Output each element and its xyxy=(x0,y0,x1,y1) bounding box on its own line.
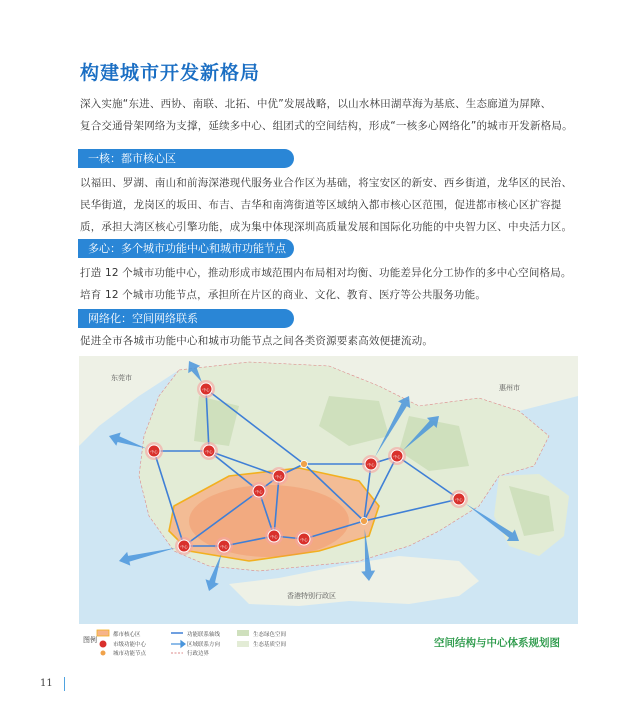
page-title: 构建城市开发新格局 xyxy=(80,62,261,84)
function-center xyxy=(175,537,193,555)
center-label: 中心 xyxy=(202,388,210,392)
legend-arrow: 区域联系方向 xyxy=(187,642,221,648)
section-heading-network: 网络化：空间网络联系 xyxy=(78,309,294,328)
function-center xyxy=(270,467,288,485)
label-dongguan: 东莞市 xyxy=(111,374,132,382)
legend-center: 市级功能中心 xyxy=(113,642,147,648)
body-line: 以福田、罗湖、南山和前海深港现代服务业合作区为基础，将宝安区的新安、西乡街道，龙华区的民治、 xyxy=(80,177,573,189)
center-label: 中心 xyxy=(275,475,283,479)
body-line: 打造 12 个城市功能中心，推动形成市域范围内布局相对均衡、功能差异化分工协作的多中心空间格局。 xyxy=(80,267,572,279)
planning-map xyxy=(79,356,578,656)
function-center xyxy=(197,380,215,398)
legend-swatch-eco-green xyxy=(237,630,249,636)
intro-paragraph xyxy=(80,93,580,137)
intro-line: 深入实施“东进、西协、南联、北拓、中优”发展战略，以山水林田湖草海为基底、生态廊道为屏障、 xyxy=(80,98,552,110)
center-label: 中心 xyxy=(150,450,158,454)
legend-boundary: 行政边界 xyxy=(187,651,210,656)
legend-heading: 图例 xyxy=(83,636,97,644)
section-heading-centers: 多心：多个城市功能中心和城市功能节点 xyxy=(78,239,294,258)
function-center xyxy=(450,490,468,508)
map-caption: 空间结构与中心体系规划图 xyxy=(434,637,560,649)
section-body-core xyxy=(80,172,580,238)
label-hongkong: 香港特别行政区 xyxy=(287,592,336,600)
section-body-network xyxy=(80,330,580,352)
center-label: 中心 xyxy=(455,498,463,502)
function-node xyxy=(361,518,368,525)
center-label: 中心 xyxy=(367,463,375,467)
legend-swatch-core xyxy=(97,630,109,636)
legend-eco-base: 生态基质空间 xyxy=(253,642,287,648)
function-center xyxy=(388,447,406,465)
intro-line: 复合交通骨架网络为支撑，延续多中心、组团式的空间结构，形成“一核多心网络化”的城市开发新格局。 xyxy=(80,120,573,132)
function-center xyxy=(145,442,163,460)
body-line: 民华街道，龙岗区的坂田、布吉、吉华和南湾街道等区域纳入都市核心区范围，促进都市核心区扩容提 xyxy=(80,199,562,211)
label-huizhou: 惠州市 xyxy=(499,384,520,392)
function-center xyxy=(215,537,233,555)
body-line: 质，承担大湾区核心引擎功能，成为集中体现深圳高质量发展和国际化功能的中央智力区、中央活力区。 xyxy=(80,221,573,233)
function-center xyxy=(295,530,313,548)
center-label: 中心 xyxy=(220,545,228,549)
section-heading-core: 一核：都市核心区 xyxy=(78,149,294,168)
function-center xyxy=(200,442,218,460)
legend-link: 功能联系轴线 xyxy=(187,632,221,638)
function-node xyxy=(301,461,308,468)
center-label: 中心 xyxy=(270,535,278,539)
legend-swatch-center xyxy=(100,641,107,648)
section-body-centers xyxy=(80,262,580,306)
legend-node: 城市功能节点 xyxy=(113,651,147,656)
body-line: 促进全市各城市功能中心和城市功能节点之间各类资源要素高效便捷流动。 xyxy=(80,335,434,347)
center-label: 中心 xyxy=(300,538,308,542)
map-svg xyxy=(79,356,578,656)
body-line: 培育 12 个城市功能节点，承担所在片区的商业、文化、教育、医疗等公共服务功能。 xyxy=(80,289,487,301)
legend-swatch-node xyxy=(101,651,106,656)
legend-swatch-eco-base xyxy=(237,641,249,647)
page-number: 11 xyxy=(40,678,53,689)
center-label: 中心 xyxy=(393,455,401,459)
legend-eco-green: 生态绿色空间 xyxy=(253,632,287,638)
center-label: 中心 xyxy=(205,450,213,454)
center-label: 中心 xyxy=(180,545,188,549)
function-center xyxy=(250,482,268,500)
page-rule xyxy=(64,677,65,691)
legend-core: 都市核心区 xyxy=(113,632,141,638)
function-center xyxy=(265,527,283,545)
function-center xyxy=(362,455,380,473)
center-label: 中心 xyxy=(255,490,263,494)
